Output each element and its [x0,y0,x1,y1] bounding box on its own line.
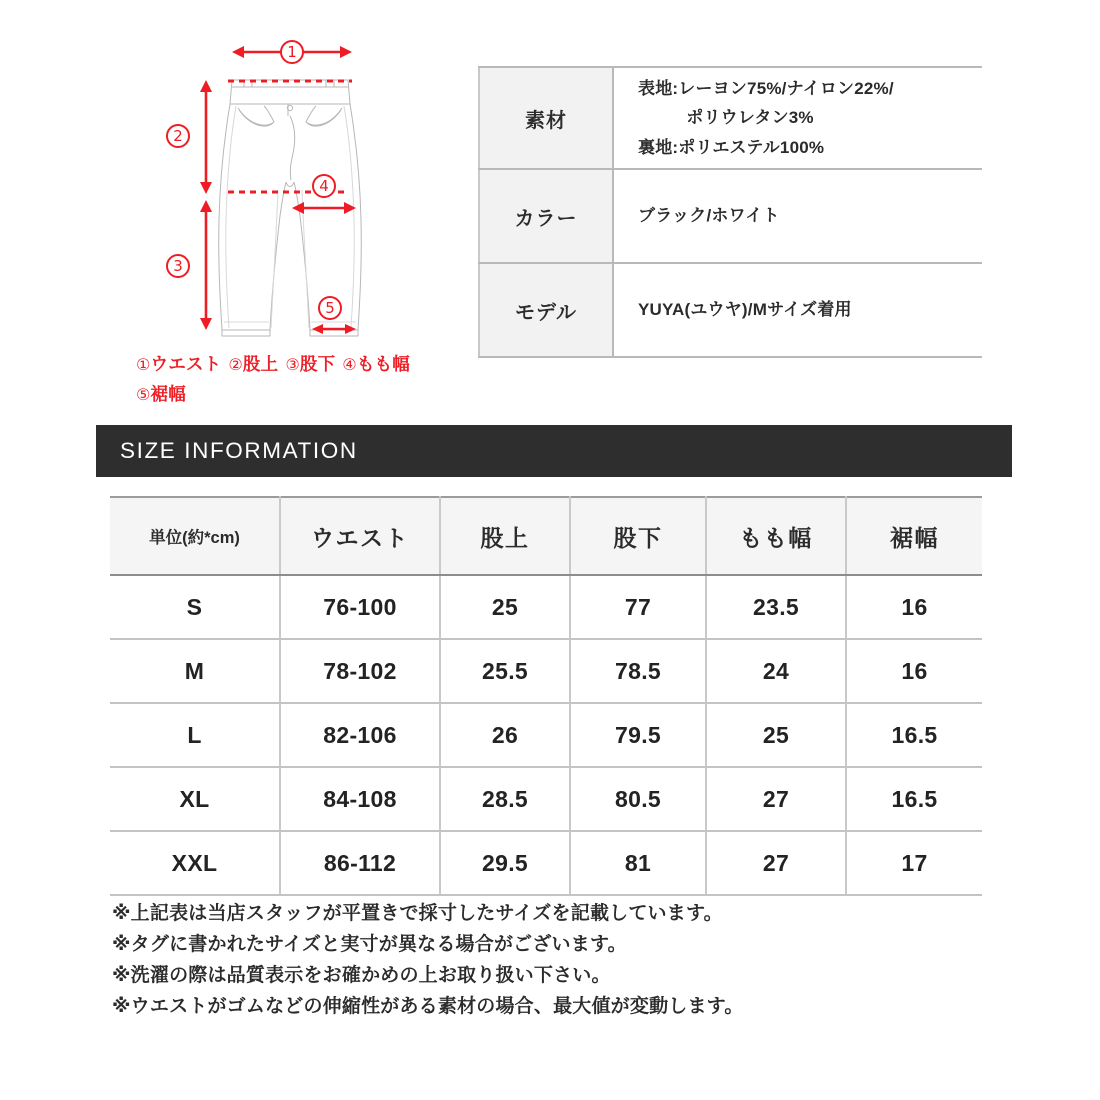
cell-rise: 25.5 [440,639,570,703]
col-header-rise: 股上 [440,497,570,575]
measurement-legend [136,350,466,410]
material-line-3: 裏地:ポリエステル100% [638,137,825,157]
cell-rise: 26 [440,703,570,767]
cell-waist: 86-112 [280,831,440,895]
legend-label-5: 裾幅 [150,385,186,405]
cell-size: L [110,703,280,767]
note-1: ※上記表は当店スタッフが平置きで採寸したサイズを記載しています。 [112,903,723,924]
cell-waist: 76-100 [280,575,440,639]
legend-num-5: ⑤ [136,385,151,404]
cell-hem: 16.5 [846,703,982,767]
marker-4: 4 [319,177,329,195]
cell-rise: 28.5 [440,767,570,831]
table-row [110,831,982,895]
col-header-inseam: 股下 [570,497,706,575]
marker-2: 2 [173,127,183,145]
cell-size: S [110,575,280,639]
legend-num-3: ③ [285,355,300,374]
size-information-title: SIZE INFORMATION [120,438,358,463]
cell-thigh: 27 [706,767,846,831]
cell-waist: 84-108 [280,767,440,831]
cell-hem: 17 [846,831,982,895]
legend-num-4: ④ [342,355,357,374]
spec-key-model: モデル [479,263,613,357]
table-row [110,639,982,703]
cell-thigh: 24 [706,639,846,703]
legend-num-1: ① [136,355,151,374]
cell-inseam: 77 [570,575,706,639]
product-spec-section [0,0,1100,415]
cell-inseam: 79.5 [570,703,706,767]
table-row [110,575,982,639]
size-information-header-bar [96,425,1012,477]
cell-size: M [110,639,280,703]
spec-row-material [479,67,982,169]
table-row [110,767,982,831]
spec-key-color: カラー [479,169,613,263]
cell-hem: 16.5 [846,767,982,831]
color-line-1: ブラック/ホワイト [638,206,780,226]
cell-thigh: 27 [706,831,846,895]
cell-rise: 29.5 [440,831,570,895]
product-spec-table [478,66,982,358]
legend-num-2: ② [228,355,243,374]
marker-3: 3 [173,257,183,275]
legend-label-1: ウエスト [150,355,222,375]
marker-5: 5 [325,299,335,317]
pants-illustration-svg [120,30,460,360]
legend-label-4: もも幅 [356,355,410,375]
cell-thigh: 25 [706,703,846,767]
spec-value-color [613,169,982,263]
legend-label-2: 股上 [242,355,279,375]
legend-item-3 [285,350,335,380]
col-header-unit: 単位(約*cm) [110,497,280,575]
material-line-2: ポリウレタン3% [686,108,814,128]
col-header-waist: ウエスト [280,497,440,575]
cell-inseam: 81 [570,831,706,895]
material-line-1: 表地:レーヨン75%/ナイロン22%/ [638,79,894,99]
table-row [110,703,982,767]
legend-item-5 [136,380,186,410]
cell-size: XL [110,767,280,831]
spec-key-material: 素材 [479,67,613,169]
spec-row-color [479,169,982,263]
spec-value-model [613,263,982,357]
cell-hem: 16 [846,639,982,703]
size-table-header-row [110,497,982,575]
cell-hem: 16 [846,575,982,639]
cell-waist: 78-102 [280,639,440,703]
cell-thigh: 23.5 [706,575,846,639]
cell-waist: 82-106 [280,703,440,767]
size-notes [112,898,992,1022]
pants-measurement-diagram [120,30,460,415]
note-3: ※洗濯の際は品質表示をお確かめの上お取り扱い下さい。 [112,965,611,986]
legend-label-3: 股下 [299,355,336,375]
cell-inseam: 78.5 [570,639,706,703]
legend-item-4 [342,350,410,380]
cell-inseam: 80.5 [570,767,706,831]
size-chart-table [110,496,982,896]
model-line-1: YUYA(ユウヤ)/Mサイズ着用 [638,300,852,320]
spec-value-material [613,67,982,169]
note-2: ※タグに書かれたサイズと実寸が異なる場合がございます。 [112,934,627,955]
col-header-thigh: もも幅 [706,497,846,575]
marker-1: 1 [287,43,297,61]
col-header-hem: 裾幅 [846,497,982,575]
spec-row-model [479,263,982,357]
legend-item-2 [228,350,278,380]
cell-size: XXL [110,831,280,895]
cell-rise: 25 [440,575,570,639]
legend-item-1 [136,350,221,380]
note-4: ※ウエストがゴムなどの伸縮性がある素材の場合、最大値が変動します。 [112,996,744,1017]
